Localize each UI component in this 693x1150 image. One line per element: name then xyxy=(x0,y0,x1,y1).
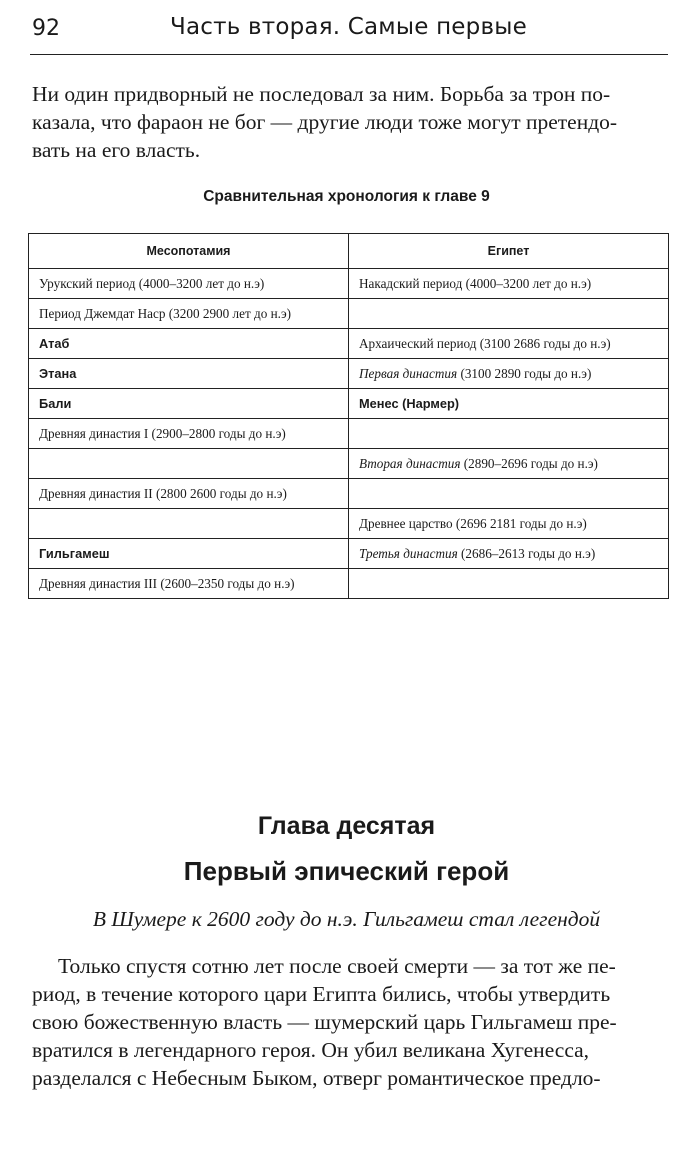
text-line: Только спустя сотню лет после своей смерти — за тот же пе- xyxy=(58,954,616,978)
table-row xyxy=(29,269,669,299)
cell-text: Древнее царство (2696 2181 годы до н.э) xyxy=(359,516,587,531)
cell-egypt xyxy=(349,389,669,419)
cell-mesopotamia xyxy=(29,419,349,449)
cell-text: Накадский период (4000–3200 лет до н.э) xyxy=(359,276,592,291)
cell-egypt xyxy=(349,359,669,389)
cell-egypt xyxy=(349,479,669,509)
dynasty-dates: (2890–2696 годы до н.э) xyxy=(460,456,598,471)
cell-text: Бали xyxy=(39,396,72,411)
cell-egypt xyxy=(349,509,669,539)
chapter-subtitle: В Шумере к 2600 году до н.э. Гильгамеш стал легендой xyxy=(92,907,601,931)
page-number: 92 xyxy=(32,16,60,41)
cell-egypt xyxy=(349,299,669,329)
dynasty-dates: (2686–2613 годы до н.э) xyxy=(457,546,596,561)
cell-egypt xyxy=(349,539,669,569)
table-caption: Сравнительная хронология к главе 9 xyxy=(203,188,490,205)
table-row xyxy=(29,299,669,329)
table-row xyxy=(29,509,669,539)
table-row xyxy=(29,389,669,419)
cell-mesopotamia xyxy=(29,539,349,569)
cell-mesopotamia xyxy=(29,479,349,509)
table-row xyxy=(29,329,669,359)
text-line: свою божественную власть — шумерский царь Гильгамеш пре- xyxy=(32,1010,617,1034)
text-line: вать на его власть. xyxy=(32,138,201,162)
cell-egypt xyxy=(349,569,669,599)
cell-mesopotamia xyxy=(29,509,349,539)
cell-mesopotamia xyxy=(29,359,349,389)
text-line: Ни один придворный не последовал за ним. Борьба за трон по- xyxy=(32,82,611,106)
cell-text: Гильгамеш xyxy=(39,546,110,561)
cell-text: Древняя династия II (2800 2600 годы до н.э) xyxy=(39,486,287,501)
chapter-number: Глава десятая xyxy=(257,812,436,840)
cell-egypt xyxy=(349,419,669,449)
cell-text: Период Джемдат Наср (3200 2900 лет до н.э) xyxy=(39,306,292,321)
cell-egypt xyxy=(349,269,669,299)
dynasty-dates: (3100 2890 годы до н.э) xyxy=(457,366,592,381)
table-row xyxy=(29,479,669,509)
cell-egypt xyxy=(349,329,669,359)
text-line: разделался с Небесным Быком, отверг романтическое предло- xyxy=(32,1066,601,1090)
cell-mesopotamia xyxy=(29,329,349,359)
chronology-table xyxy=(28,233,669,599)
table-row xyxy=(29,359,669,389)
column-header-egypt: Египет xyxy=(349,234,669,269)
cell-text: Архаический период (3100 2686 годы до н.э) xyxy=(359,336,611,351)
text-line: риод, в течение которого цари Египта бились, чтобы утвердить xyxy=(32,982,611,1006)
cell-text: Урукский период (4000–3200 лет до н.э) xyxy=(39,276,265,291)
cell-mesopotamia xyxy=(29,299,349,329)
table-body xyxy=(29,269,669,599)
chapter-title: Первый эпический герой xyxy=(183,856,510,886)
table-row xyxy=(29,419,669,449)
table-row xyxy=(29,569,669,599)
table-row xyxy=(29,539,669,569)
column-header-mesopotamia: Месопотамия xyxy=(29,234,349,269)
cell-text: Древняя династия I (2900–2800 годы до н.э) xyxy=(39,426,286,441)
dynasty-name: Вторая династия xyxy=(359,456,461,471)
dynasty-name: Третья династия xyxy=(359,546,458,561)
dynasty-name: Первая династия xyxy=(359,366,458,381)
table-header-row xyxy=(29,234,669,269)
table-row xyxy=(29,449,669,479)
page-header xyxy=(30,14,668,55)
cell-text: Атаб xyxy=(39,336,70,351)
cell-mesopotamia xyxy=(29,389,349,419)
text-line: вратился в легендарного героя. Он убил великана Хугенесса, xyxy=(32,1038,590,1062)
cell-egypt xyxy=(349,449,669,479)
intro-paragraph xyxy=(32,80,663,164)
body-paragraph xyxy=(32,952,663,1092)
running-title: Часть вторая. Самые первые xyxy=(170,14,527,40)
cell-text: Этана xyxy=(39,366,77,381)
cell-text: Древняя династия III (2600–2350 годы до н.э) xyxy=(39,576,295,591)
text-line: казала, что фараон не бог — другие люди тоже могут претендо- xyxy=(32,110,618,134)
cell-mesopotamia xyxy=(29,269,349,299)
cell-text: Менес (Нармер) xyxy=(359,396,460,411)
cell-mesopotamia xyxy=(29,449,349,479)
cell-mesopotamia xyxy=(29,569,349,599)
